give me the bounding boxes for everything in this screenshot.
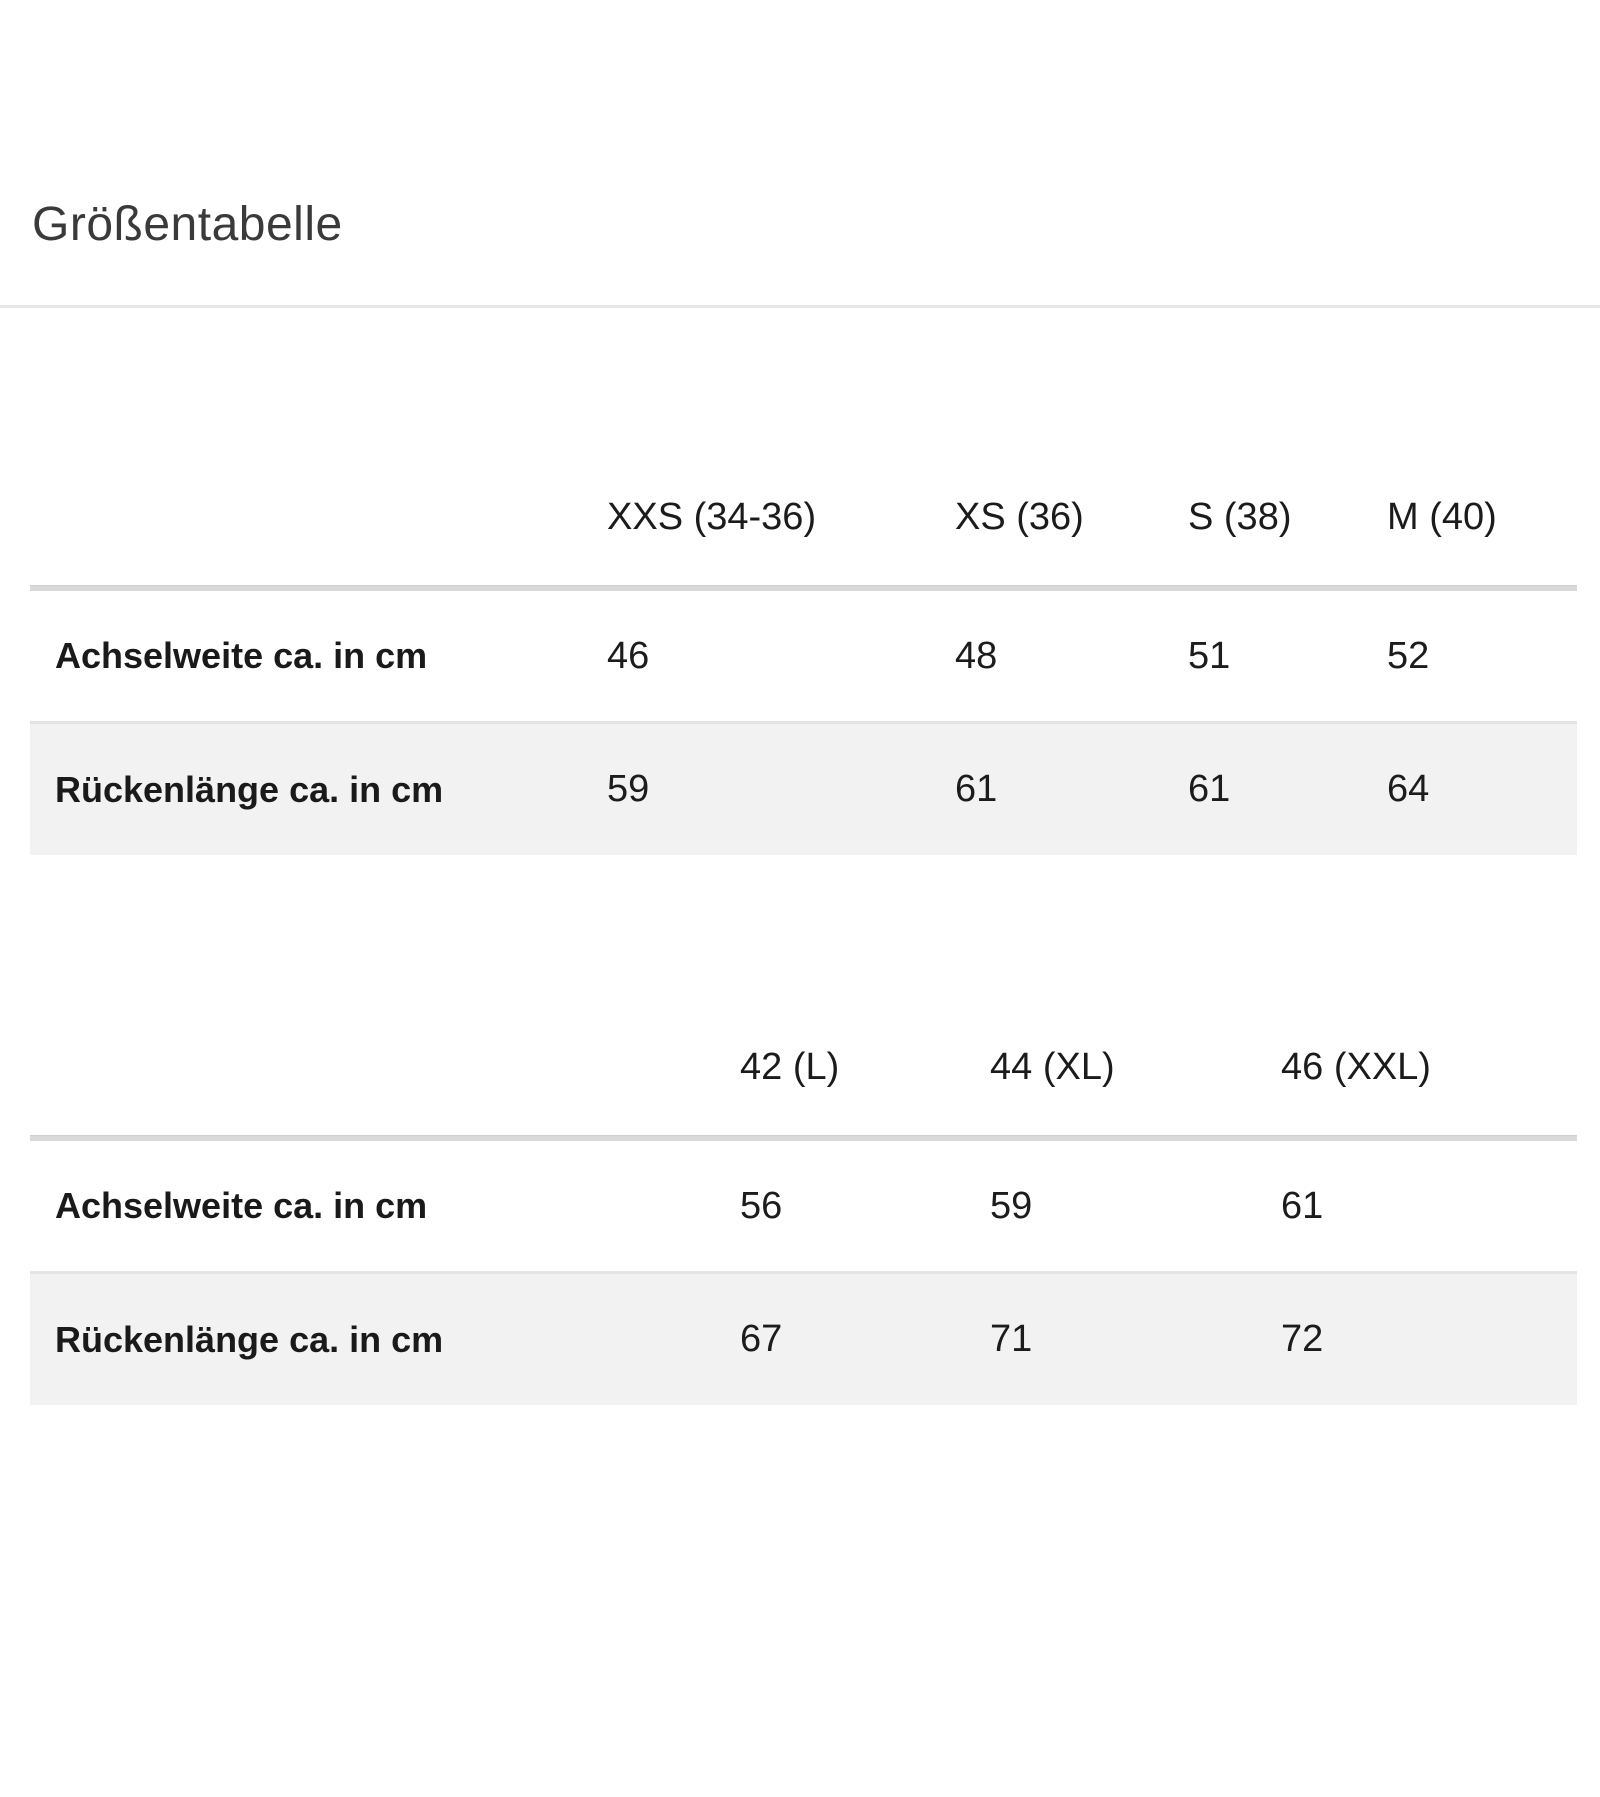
cell-value: 61 bbox=[1188, 768, 1231, 810]
row-label-rueckenlaenge: Rückenlänge ca. in cm bbox=[55, 1318, 444, 1360]
cell-value: 48 bbox=[955, 634, 998, 677]
row-label-achselweite: Achselweite ca. in cm bbox=[55, 635, 428, 676]
cell-value: 51 bbox=[1188, 634, 1231, 677]
cell-value: 67 bbox=[740, 1318, 783, 1360]
row-label-achselweite: Achselweite ca. in cm bbox=[55, 1185, 428, 1226]
table-row-achselweite bbox=[30, 1141, 1577, 1271]
cell-value: 64 bbox=[1387, 768, 1430, 810]
row-label-rueckenlaenge: Rückenlänge ca. in cm bbox=[55, 768, 444, 810]
table-row-achselweite bbox=[30, 591, 1577, 721]
column-header-l: 42 (L) bbox=[740, 1046, 840, 1088]
table-row-rueckenlaenge bbox=[30, 721, 1577, 855]
cell-value: 52 bbox=[1387, 634, 1430, 677]
column-header-xxl: 46 (XXL) bbox=[1281, 1046, 1431, 1088]
cell-value: 59 bbox=[990, 1184, 1033, 1227]
column-header-s: S (38) bbox=[1188, 496, 1292, 538]
size-table-l-to-xxl bbox=[30, 1000, 1577, 1405]
size-table-2-header-row bbox=[30, 1000, 1577, 1135]
page-title: Größentabelle bbox=[32, 198, 343, 251]
cell-value: 61 bbox=[1281, 1184, 1324, 1227]
column-header-xxs: XXS (34-36) bbox=[607, 496, 817, 538]
size-table-xxs-to-m bbox=[30, 450, 1577, 855]
column-header-m: M (40) bbox=[1387, 496, 1497, 538]
cell-value: 59 bbox=[607, 768, 650, 810]
cell-value: 72 bbox=[1281, 1318, 1324, 1360]
title-divider bbox=[0, 305, 1600, 308]
cell-value: 71 bbox=[990, 1318, 1033, 1360]
size-table-1-header-row bbox=[30, 450, 1577, 585]
table-row-rueckenlaenge bbox=[30, 1271, 1577, 1405]
column-header-xs: XS (36) bbox=[955, 496, 1084, 538]
cell-value: 56 bbox=[740, 1184, 783, 1227]
cell-value: 46 bbox=[607, 634, 650, 677]
column-header-xl: 44 (XL) bbox=[990, 1046, 1115, 1088]
cell-value: 61 bbox=[955, 768, 998, 810]
